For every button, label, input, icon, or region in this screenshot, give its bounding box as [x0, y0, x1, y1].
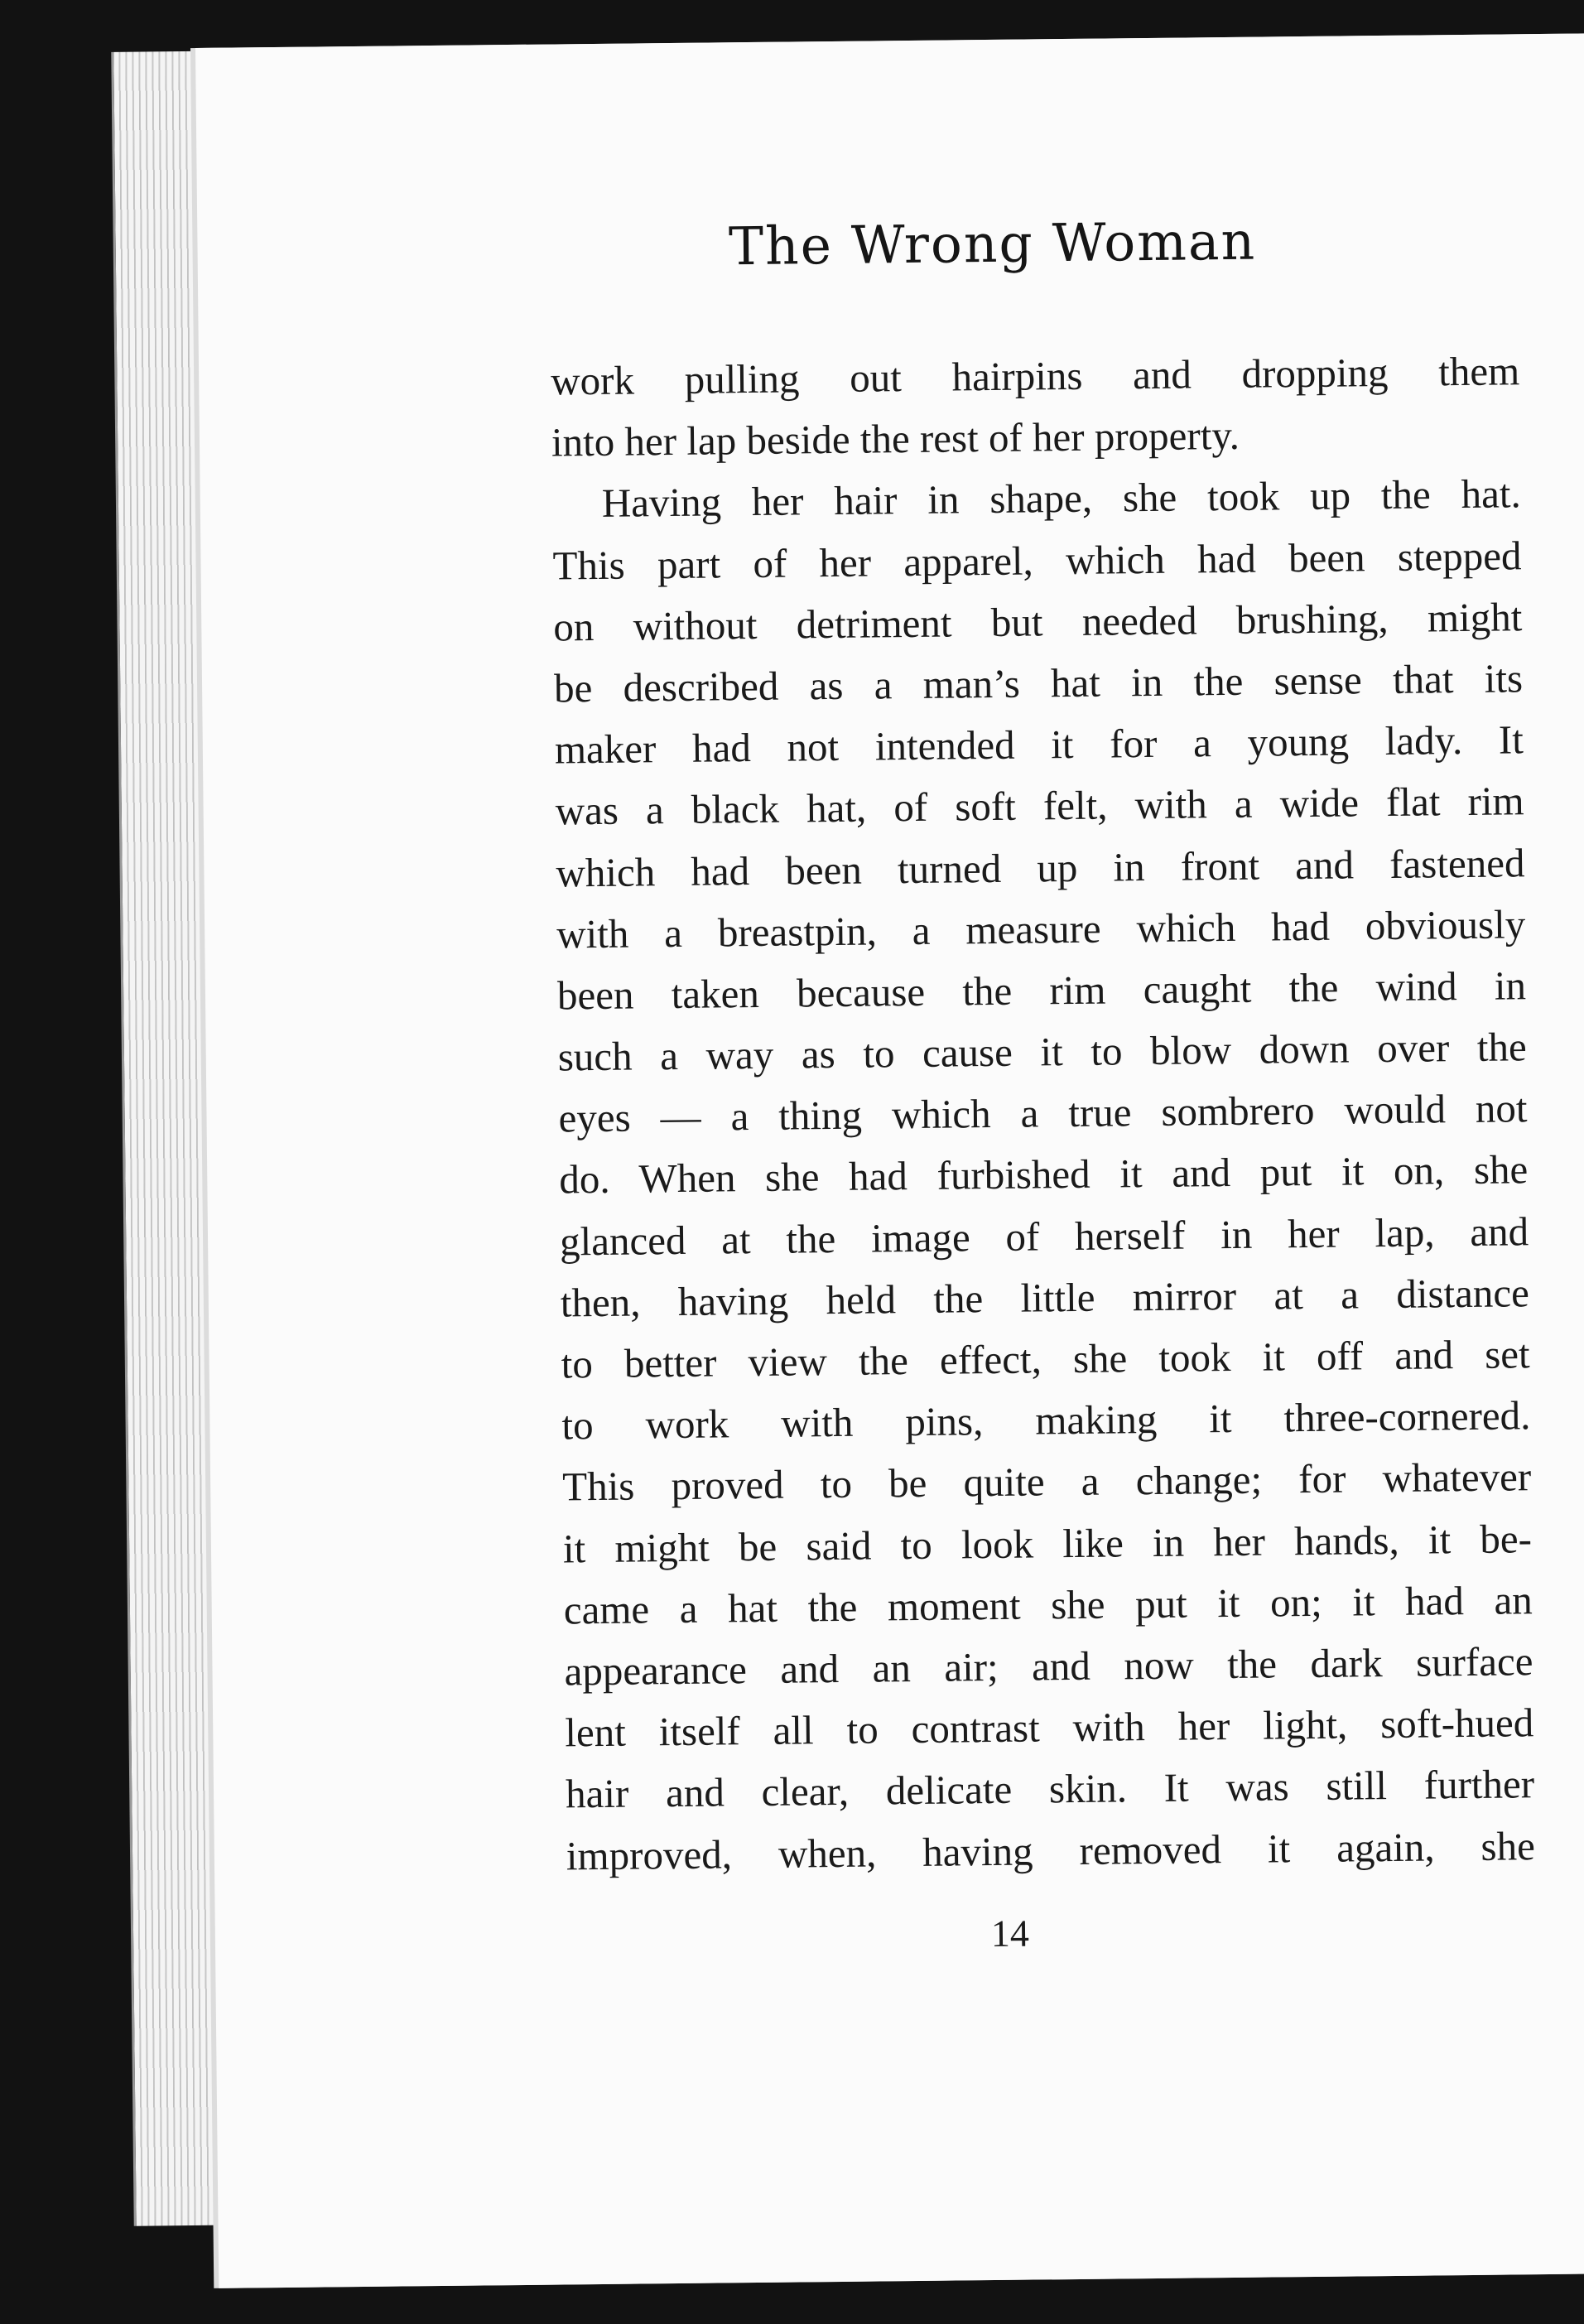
- text-line: maker had not intended it for a young lady. It: [554, 716, 1524, 773]
- text-line: to better view the effect, she took it off and set: [561, 1331, 1530, 1387]
- text-line: with a breastpin, a measure which had obviously: [556, 900, 1526, 957]
- text-line: work pulling out hairpins and dropping them: [550, 348, 1520, 404]
- text-line: been taken because the rim caught the wind in: [556, 962, 1527, 1019]
- text-line: do. When she had furbished it and put it on, she: [559, 1146, 1529, 1203]
- text-line: glanced at the image of herself in her lap, and: [559, 1208, 1529, 1265]
- running-head: The Wrong Woman: [728, 210, 1257, 277]
- text-line: on without detriment but needed brushing, might: [553, 594, 1523, 650]
- text-line: hair and clear, delicate skin. It was still further: [565, 1761, 1535, 1817]
- text-line: This proved to be quite a change; for whatever: [561, 1454, 1532, 1510]
- book-page: [195, 33, 1584, 2288]
- text-line: such a way as to cause it to blow down over the: [557, 1024, 1528, 1080]
- text-line: it might be said to look like in her hands, it be-: [562, 1515, 1533, 1572]
- text-line: Having her hair in shape, she took up the hat.: [601, 470, 1522, 527]
- text-line: appearance and an air; and now the dark surface: [564, 1638, 1533, 1695]
- body-text: [551, 340, 1535, 1887]
- page-number: 14: [990, 1912, 1030, 1955]
- text-line: be described as a man’s hat in the sense that its: [553, 655, 1524, 711]
- text-line: This part of her apparel, which had been stepped: [552, 532, 1522, 589]
- text-line: which had been turned up in front and fastened: [556, 839, 1525, 895]
- text-line: then, having held the little mirror at a distance: [560, 1270, 1530, 1326]
- text-line: was a black hat, of soft felt, with a wide flat rim: [555, 778, 1524, 834]
- text-line: to work with pins, making it three-cornered.: [561, 1392, 1531, 1449]
- text-line: came a hat the moment she put it on; it had an: [563, 1576, 1533, 1633]
- text-line: into her lap beside the rest of her property.: [551, 412, 1240, 465]
- text-line: lent itself all to contrast with her light, soft-hued: [565, 1700, 1534, 1756]
- text-line: eyes — a thing which a true sombrero would not: [558, 1085, 1528, 1141]
- text-line: improved, when, having removed it again, she: [566, 1822, 1536, 1878]
